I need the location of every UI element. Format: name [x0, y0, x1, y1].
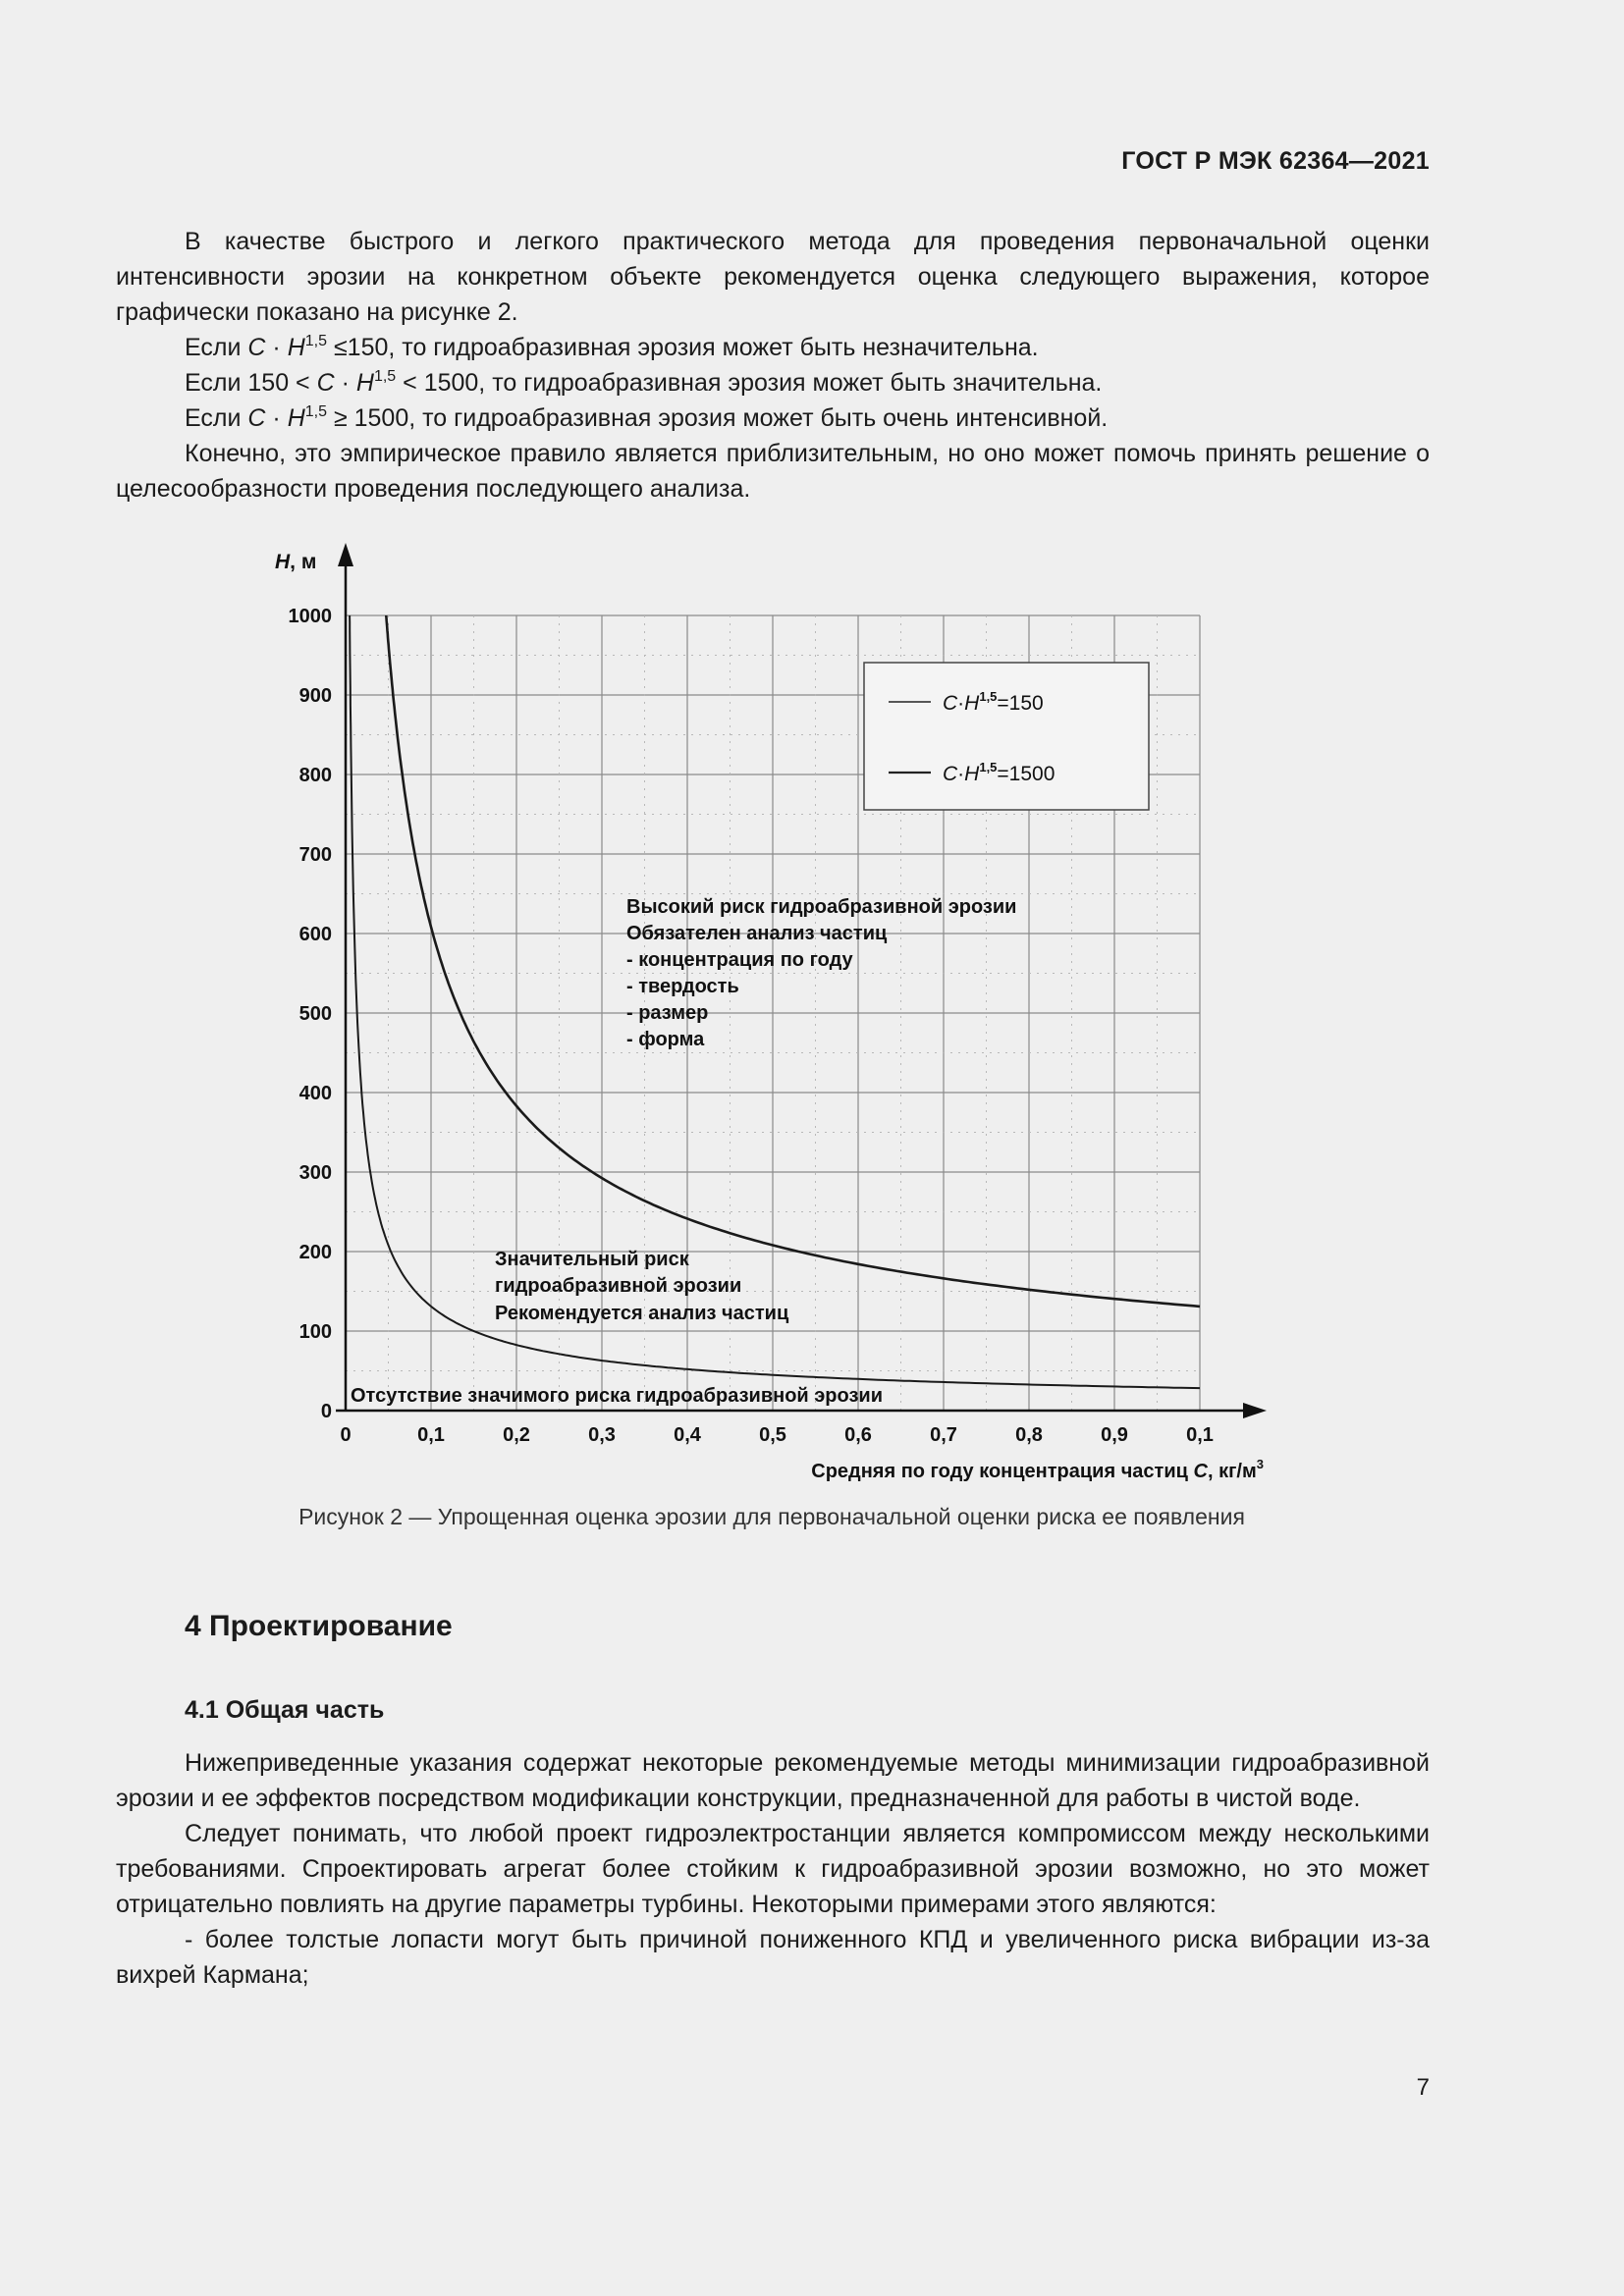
intro-section: [116, 224, 1430, 507]
rule-3-exponent: 1,5: [304, 403, 327, 420]
rule-1-text: ≤150, то гидроабразивная эрозия может быть незначительна.: [327, 334, 1039, 361]
y-axis-label: H, м: [275, 551, 317, 573]
rule-1-dot: ·: [265, 334, 288, 361]
section-4-title: 4 Проектирование: [185, 1610, 453, 1642]
rule-2-h: H: [355, 369, 374, 397]
annotation-high-risk: Высокий риск гидроабразивной эрозии Обязателен анализ частиц - концентрация по году - твердость - размер - форма: [626, 896, 1017, 1050]
y-tick-label: 800: [298, 765, 332, 786]
chart-legend: [864, 663, 1149, 810]
rule-1: [116, 330, 1430, 365]
rule-2-text: < 1500, то гидроабразивная эрозия может быть значительна.: [396, 369, 1103, 397]
annotation-medium-risk: Значительный риск гидроабразивной эрозии Рекомендуется анализ частиц: [495, 1249, 789, 1324]
rule-3-c: C: [247, 404, 266, 432]
x-tick-label: 0,8: [1015, 1424, 1043, 1446]
intro-paragraph-1: В качестве быстрого и легкого практического метода для проведения первоначальной оценки интенсивности эрозии на конкретном объекте рекомендуется оценка следующего выражения, которое графически показано на рисунке 2.: [116, 228, 1430, 326]
x-tick-label: 0,1: [417, 1424, 445, 1446]
rule-3-dot: ·: [265, 404, 288, 432]
y-tick-label: 300: [298, 1162, 332, 1184]
x-tick-label: 0,2: [503, 1424, 530, 1446]
figure-caption: Рисунок 2 — Упрощенная оценка эрозии для первоначальной оценки риска ее появления: [298, 1504, 1245, 1529]
y-tick-label: 900: [298, 685, 332, 707]
page-number: 7: [1416, 2074, 1430, 2101]
section-4-1-body: [116, 1745, 1430, 1993]
rule-3-prefix: Если: [185, 404, 248, 432]
section-4-1-paragraph-1: Нижеприведенные указания содержат некоторые рекомендуемые методы минимизации гидроабразивной эрозии и ее эффектов посредством модификации конструкции, предназначенной для работы в чистой воде.: [116, 1749, 1430, 1812]
x-axis-arrow: [1243, 1403, 1267, 1418]
section-4-1-list-item: - более толстые лопасти могут быть причиной пониженного КПД и увеличенного риска вибрации из-за вихрей Кармана;: [116, 1926, 1430, 1989]
x-tick-label: 0,4: [674, 1424, 701, 1446]
rule-3: [116, 400, 1430, 436]
rule-3-text: ≥ 1500, то гидроабразивная эрозия может быть очень интенсивной.: [327, 404, 1109, 432]
legend-box: [864, 663, 1149, 810]
y-tick-label: 600: [298, 924, 332, 945]
x-tick-label: 0: [340, 1424, 352, 1446]
x-axis-label: Средняя по году концентрация частиц C, $кг/м^3$: [811, 1457, 1264, 1482]
rule-1-prefix: Если: [185, 334, 248, 361]
section-4-1-title: 4.1 Общая часть: [185, 1696, 385, 1724]
intro-paragraph-2: Конечно, это эмпирическое правило является приблизительным, но оно может помочь принять решение о целесообразности проведения последующего анализа.: [116, 440, 1430, 503]
y-tick-label: 500: [298, 1003, 332, 1025]
section-4-1-paragraph-2: Следует понимать, что любой проект гидроэлектростанции является компромиссом между несколькими требованиями. Спроектировать агрегат более стойким к гидроабразивной эрозии возможно, но это может отрицательно повлиять на другие параметры турбины. Некоторыми примерами этого являются:: [116, 1820, 1430, 1918]
rule-2: [116, 365, 1430, 400]
rule-2-dot: ·: [334, 369, 356, 397]
x-tick-label: 0,6: [844, 1424, 872, 1446]
y-tick-label: 400: [298, 1083, 332, 1104]
y-tick-label: 0: [320, 1401, 332, 1422]
rule-1-h: H: [287, 334, 305, 361]
legend-label-150: $C\cdot H^{1,5}=150$: [943, 689, 1044, 715]
y-tick-label: 700: [298, 844, 332, 866]
rule-2-exponent: 1,5: [373, 368, 397, 385]
x-tick-label: 0,5: [759, 1424, 786, 1446]
x-tick-label: 0,3: [588, 1424, 616, 1446]
chart-annotations: [351, 896, 1022, 1407]
y-tick-label: 1000: [288, 606, 332, 627]
x-tick-label: 0,1: [1186, 1424, 1214, 1446]
rule-2-prefix: Если 150 <: [185, 369, 317, 397]
annotation-low-risk: Отсутствие значимого риска гидроабразивной эрозии: [351, 1385, 884, 1407]
y-axis-arrow: [338, 543, 353, 566]
y-tick-label: 100: [298, 1321, 332, 1343]
rule-2-c: C: [316, 369, 335, 397]
x-tick-label: 0,9: [1101, 1424, 1128, 1446]
x-tick-label: 0,7: [930, 1424, 957, 1446]
legend-label-1500: $C\cdot H^{1,5}=1500$: [943, 760, 1056, 785]
rule-1-exponent: 1,5: [304, 333, 327, 349]
rule-1-c: C: [247, 334, 266, 361]
y-tick-label: 200: [298, 1242, 332, 1263]
standard-header: ГОСТ Р МЭК 62364—2021: [1121, 147, 1430, 175]
erosion-chart-svg: [255, 535, 1296, 1492]
erosion-chart: [255, 535, 1296, 1492]
rule-3-h: H: [287, 404, 305, 432]
